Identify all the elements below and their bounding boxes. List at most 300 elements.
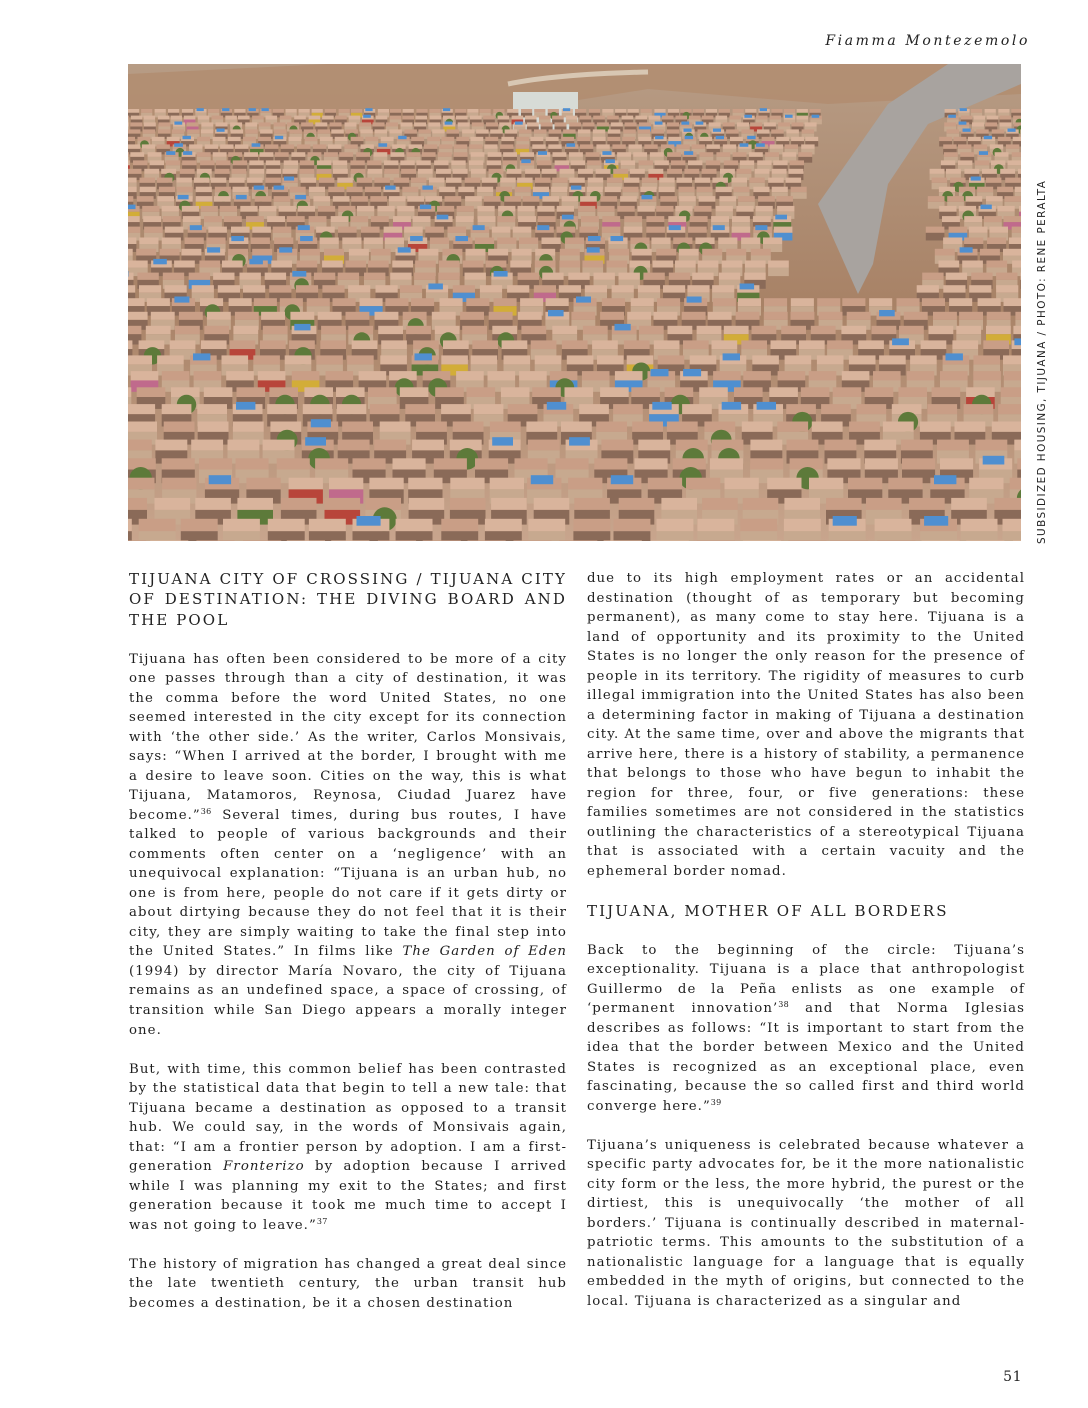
photo-house-roof <box>494 298 517 306</box>
photo-house-roof <box>412 440 444 451</box>
photo-house-roof <box>695 178 711 183</box>
photo-blue-tarp <box>547 402 566 410</box>
photo-house-roof <box>316 355 343 364</box>
photo-house-roof <box>677 178 693 183</box>
photo-house-roof <box>651 238 670 245</box>
photo-house-roof <box>738 196 755 202</box>
photo-house-roof <box>472 122 484 126</box>
photo-house-roof <box>454 144 467 149</box>
photo-house-roof <box>290 312 314 320</box>
photo-house-roof <box>565 238 584 245</box>
photo-house-roof <box>966 540 1004 541</box>
photo-house-roof <box>128 160 130 165</box>
photo-house-roof <box>1005 178 1021 183</box>
photo-house-roof <box>351 196 368 202</box>
photo-blue-tarp <box>812 115 820 118</box>
photo-house-roof <box>939 137 952 141</box>
photo-house-wall <box>128 531 132 541</box>
photo-house-roof <box>252 249 272 256</box>
photo-house-roof <box>768 178 784 183</box>
photo-house-roof <box>949 298 972 306</box>
footnote-ref[interactable]: 36 <box>200 806 212 816</box>
photo-house-roof <box>646 216 664 222</box>
photo-house-roof <box>142 144 155 149</box>
photo-house-roof <box>414 273 435 280</box>
photo-house-roof <box>128 249 133 256</box>
photo-house-roof <box>946 169 961 174</box>
footnote-ref[interactable]: 38 <box>778 1000 790 1010</box>
photo-house-roof <box>623 187 639 192</box>
photo-house-roof <box>317 169 332 174</box>
photo-house-roof <box>196 196 213 202</box>
photo-house-roof <box>301 178 317 183</box>
photo-blue-tarp <box>262 108 269 111</box>
photo-house-roof <box>588 178 604 183</box>
photo-house-roof <box>569 122 581 126</box>
photo-house-roof <box>376 116 388 120</box>
photo-house-roof <box>668 137 681 141</box>
photo-house-roof <box>713 371 741 380</box>
photo-house-roof <box>131 116 143 120</box>
photo-house-roof <box>679 249 699 256</box>
photo-house-roof <box>580 144 593 149</box>
photo-house-roof <box>784 498 820 510</box>
photo-house-roof <box>281 498 317 510</box>
photo-house-roof <box>922 298 945 306</box>
photo-house-roof <box>578 169 593 174</box>
photo-house-roof <box>246 216 264 222</box>
photo-house-roof <box>956 326 981 334</box>
photo-house-roof <box>198 422 229 432</box>
photo-house-roof <box>959 312 983 320</box>
photo-house-roof <box>136 249 156 256</box>
photo-house-roof <box>922 273 943 280</box>
photo-house-roof <box>198 116 210 120</box>
photo-house-roof <box>365 187 381 192</box>
photo-house-roof <box>1011 109 1021 113</box>
photo-house-roof <box>349 249 369 256</box>
photo-house-roof <box>961 116 973 120</box>
photo-house-roof <box>285 355 312 364</box>
photo-house-roof <box>534 129 547 133</box>
photo-house-roof <box>184 116 196 120</box>
photo-house-roof <box>947 196 964 202</box>
photo-house-roof <box>446 178 462 183</box>
photo-house-roof <box>719 196 736 202</box>
photo-house-roof <box>535 355 562 364</box>
photo-house-roof <box>532 387 561 397</box>
photo-house-roof <box>733 187 749 192</box>
photo-blue-tarp <box>217 129 225 132</box>
photo-blue-tarp <box>295 195 306 199</box>
photo-blue-tarp <box>571 186 582 190</box>
photo-house-roof <box>724 326 749 334</box>
photo-house-roof <box>764 298 787 306</box>
photo-house-wall <box>573 531 610 541</box>
photo-house-roof <box>364 273 385 280</box>
photo-house-roof <box>298 206 315 212</box>
photo-house-roof <box>335 137 348 141</box>
photo-house-roof <box>204 216 222 222</box>
photo-house-roof <box>864 440 896 451</box>
photo-house-roof <box>771 129 784 133</box>
photo-house-roof <box>694 206 711 212</box>
photo-blue-tarp <box>681 122 689 125</box>
photo-house-roof <box>657 519 694 532</box>
photo-house-roof <box>373 152 387 157</box>
photo-house-roof <box>213 137 226 141</box>
photo-house-roof <box>441 355 468 364</box>
photo-blue-tarp <box>563 108 570 111</box>
photo-house-roof <box>315 122 327 126</box>
photo-house-roof <box>408 478 442 490</box>
photo-house-roof <box>348 285 370 293</box>
photo-house-roof <box>692 144 705 149</box>
photo-house-wall <box>791 192 807 199</box>
page-number: 51 <box>1003 1369 1022 1385</box>
footnote-ref[interactable]: 39 <box>710 1097 722 1107</box>
photo-blue-tarp <box>209 475 231 484</box>
photo-house-roof <box>350 216 368 222</box>
photo-house-roof <box>228 137 241 141</box>
photo-house-roof <box>712 285 734 293</box>
photo-house-roof <box>941 160 955 165</box>
photo-house-roof <box>660 196 677 202</box>
photo-house-roof <box>465 178 481 183</box>
photo-blue-tarp <box>197 108 204 111</box>
photo-house-roof <box>367 160 381 165</box>
photo-house-roof <box>741 129 754 133</box>
photo-house-roof <box>772 169 787 174</box>
photo-house-roof <box>269 285 291 293</box>
photo-house-roof <box>141 109 152 113</box>
photo-house-roof <box>786 129 799 133</box>
photo-house-roof <box>762 137 775 141</box>
photo-house-roof <box>675 261 696 268</box>
photo-house-roof <box>345 122 357 126</box>
photo-blue-tarp <box>687 297 702 303</box>
photo-house-roof <box>765 152 779 157</box>
photo-house-roof <box>357 178 373 183</box>
photo-house-roof <box>679 187 695 192</box>
photo-house-roof <box>211 178 227 183</box>
photo-house-roof <box>485 137 498 141</box>
photo-house-roof <box>792 122 804 126</box>
photo-house-roof <box>516 137 529 141</box>
photo-house-roof <box>734 387 763 397</box>
photo-house-roof <box>229 298 252 306</box>
photo-house-roof <box>456 371 484 380</box>
photo-house-roof <box>910 355 937 364</box>
photo-house-roof <box>208 109 219 113</box>
photo-house-roof <box>631 298 654 306</box>
photo-house-roof <box>668 326 693 334</box>
photo-house-roof <box>621 160 635 165</box>
photo-house-roof <box>612 144 625 149</box>
photo-house-roof <box>827 458 860 469</box>
photo-house-roof <box>218 285 240 293</box>
photo-house-roof <box>500 178 516 183</box>
photo-house-roof <box>1006 144 1019 149</box>
photo-house-roof <box>450 478 484 490</box>
photo-house-roof <box>214 196 231 202</box>
photo-house-roof <box>232 169 247 174</box>
photo-house-roof <box>562 340 588 349</box>
photo-house-roof <box>756 206 773 212</box>
photo-house-roof <box>453 422 484 432</box>
photo-house-roof <box>133 160 147 165</box>
photo-house-roof <box>1015 312 1021 320</box>
photo-house-roof <box>454 152 468 157</box>
photo-house-roof <box>196 540 234 541</box>
photo-house-roof <box>360 129 373 133</box>
photo-house-roof <box>162 404 192 414</box>
photo-house-roof <box>164 422 195 432</box>
photo-house-roof <box>303 404 333 414</box>
photo-house-roof <box>697 540 735 541</box>
photo-blue-tarp <box>311 419 331 427</box>
photo-house-roof <box>642 178 658 183</box>
photo-house-roof <box>458 122 470 126</box>
photo-house-roof <box>519 129 532 133</box>
photo-house-roof <box>732 227 751 233</box>
photo-house-roof <box>955 422 986 432</box>
photo-house-roof <box>692 273 713 280</box>
photo-house-roof <box>472 340 498 349</box>
photo-house-roof <box>952 340 978 349</box>
photo-house-roof <box>371 249 391 256</box>
photo-house-roof <box>333 160 347 165</box>
photo-house-roof <box>842 371 870 380</box>
photo-house-roof <box>655 160 669 165</box>
photo-blue-tarp <box>569 437 590 445</box>
photo-house-roof <box>375 312 399 320</box>
photo-house-roof <box>243 540 281 541</box>
photo-house-roof <box>623 129 636 133</box>
photo-house-roof <box>182 206 199 212</box>
photo-house-roof <box>771 340 797 349</box>
photo-house-roof <box>579 404 609 414</box>
photo-house-roof <box>625 122 637 126</box>
photo-house-roof <box>757 160 771 165</box>
photo-blue-tarp <box>494 271 508 277</box>
photo-blue-tarp <box>652 402 671 410</box>
photo-house-roof <box>879 355 906 364</box>
photo-house-roof <box>743 371 771 380</box>
photo-house-roof <box>977 187 993 192</box>
photo-house-roof <box>983 340 1009 349</box>
photo-house-roof <box>230 340 256 349</box>
photo-house-roof <box>551 187 567 192</box>
photo-house-roof <box>784 519 821 532</box>
photo-house-roof <box>525 169 540 174</box>
photo-house-roof <box>197 404 227 414</box>
photo-house-roof <box>532 144 545 149</box>
photo-house-roof <box>973 371 1001 380</box>
photo-house-roof <box>321 326 346 334</box>
photo-house-roof <box>435 387 464 397</box>
photo-house-roof <box>128 216 140 222</box>
paragraph: due to its high employment rates or an accidental destination (thought of as temporary but becoming permanent), as many come to stay here. Tijuana is a land of opportunity and its proximity to the United States is no longer the only reason for the presence of people in its territory. The rigidity of measures to curb illegal immigration into the United States has also been a determining factor in making of Tijuana a destination city. At the same time, over and above the migrants that arrive here, there is a history of stability, a permanence that belongs to those who have begun to inhabit the region for three, four, or five generations: these families sometimes are not considered in the statistics outlining the characteristics of a stereotypical Tijuana that is associated with a certain vacuity and the ephemeral border nomad. <box>587 571 1026 879</box>
photo-house-roof <box>216 122 228 126</box>
photo-house-roof <box>195 498 231 510</box>
photo-house-roof <box>137 273 158 280</box>
photo-house-roof <box>326 371 354 380</box>
photo-house-roof <box>502 340 528 349</box>
photo-house-roof <box>347 187 363 192</box>
photo-house-roof <box>331 540 369 541</box>
photo-house-roof <box>201 206 218 212</box>
photo-house-roof <box>796 116 808 120</box>
photo-house-roof <box>750 458 783 469</box>
photo-house-roof <box>128 137 135 141</box>
photo-house-roof <box>350 160 364 165</box>
photo-house-roof <box>614 519 651 532</box>
photo-house-roof <box>622 137 635 141</box>
photo-house-roof <box>128 498 147 510</box>
photo-house-roof <box>593 116 605 120</box>
photo-house-roof <box>565 387 594 397</box>
photo-house-roof <box>699 152 713 157</box>
photo-house-roof <box>504 355 531 364</box>
photo-house-roof <box>810 109 821 113</box>
photo-blue-tarp <box>292 271 306 277</box>
photo-house-roof <box>504 196 521 202</box>
footnote-ref[interactable]: 37 <box>316 1216 328 1226</box>
photo-house-roof <box>328 187 344 192</box>
photo-house-roof <box>253 355 280 364</box>
photo-house-roof <box>613 169 628 174</box>
photo-house-roof <box>244 152 258 157</box>
photo-house-roof <box>267 216 285 222</box>
photo-house-roof <box>930 169 945 174</box>
photo-house-roof <box>378 109 389 113</box>
photo-house-roof <box>312 109 323 113</box>
photo-house-roof <box>291 152 305 157</box>
photo-house-roof <box>462 326 487 334</box>
aerial-housing-illustration <box>128 64 1021 541</box>
photo-blue-tarp <box>422 186 433 190</box>
photo-blue-tarp <box>588 236 601 241</box>
photo-house-roof <box>237 498 273 510</box>
photo-house-wall <box>353 531 390 541</box>
film-title: The Garden of Eden <box>402 944 567 960</box>
photo-house-roof <box>247 178 263 183</box>
photo-house-roof <box>635 116 647 120</box>
photo-house-roof <box>698 261 719 268</box>
photo-house-roof <box>182 109 193 113</box>
photo-house-roof <box>416 160 430 165</box>
paragraph <box>129 650 567 1040</box>
photo-house-roof <box>325 498 361 510</box>
photo-house-roof <box>518 273 539 280</box>
photo-house-wall <box>875 531 912 541</box>
photo-house-roof <box>434 160 448 165</box>
photo-house-roof <box>453 285 475 293</box>
photo-house-roof <box>318 129 331 133</box>
photo-house-wall <box>784 531 821 541</box>
photo-house-roof <box>699 387 728 397</box>
photo-house-roof <box>778 371 806 380</box>
photo-house-roof <box>251 238 270 245</box>
photo-house-roof <box>258 137 271 141</box>
photo-house-roof <box>992 422 1021 432</box>
photo-house-roof <box>249 169 264 174</box>
photo-blue-tarp <box>1008 129 1016 132</box>
photo-house-roof <box>448 227 467 233</box>
photo-house-roof <box>928 196 945 202</box>
photo-credit-caption: SUBSIDIZED HOUSING, TIJUANA / PHOTO: RENE PERALTA <box>1036 179 1048 544</box>
photo-house-roof <box>1004 196 1021 202</box>
photo-house-roof <box>351 109 362 113</box>
photo-house-roof <box>809 371 837 380</box>
photo-blue-tarp <box>981 205 992 210</box>
photo-house-roof <box>668 109 679 113</box>
photo-house-roof <box>335 116 347 120</box>
photo-house-roof <box>586 152 600 157</box>
photo-house-roof <box>175 326 200 334</box>
photo-house-roof <box>712 340 738 349</box>
photo-house-roof <box>523 196 540 202</box>
photo-house-roof <box>401 169 416 174</box>
photo-blue-tarp <box>428 284 443 290</box>
photo-house-roof <box>571 160 585 165</box>
photo-house-roof <box>158 116 170 120</box>
photo-house-roof <box>530 137 543 141</box>
photo-house-roof <box>320 137 333 141</box>
photo-house-roof <box>378 540 416 541</box>
photo-house-roof <box>940 371 968 380</box>
paragraph <box>129 1060 567 1236</box>
photo-house-roof <box>380 422 411 432</box>
photo-house-roof <box>201 340 227 349</box>
photo-house-roof <box>975 440 1007 451</box>
photo-house-roof <box>140 178 156 183</box>
photo-house-roof <box>339 109 350 113</box>
photo-house-roof <box>400 387 429 397</box>
photo-house-roof <box>939 261 960 268</box>
photo-house-roof <box>361 227 380 233</box>
photo-house-roof <box>630 169 645 174</box>
photo-house-roof <box>964 238 983 245</box>
photo-house-roof <box>654 340 680 349</box>
photo-house-roof <box>331 129 344 133</box>
photo-house-roof <box>457 206 474 212</box>
photo-house-roof <box>266 160 280 165</box>
photo-house-roof <box>724 160 738 165</box>
photo-house-roof <box>786 178 802 183</box>
photo-house-roof <box>181 249 201 256</box>
photo-house-roof <box>305 137 318 141</box>
photo-house-roof <box>516 144 529 149</box>
photo-house-roof <box>404 227 423 233</box>
photo-house-roof <box>716 116 728 120</box>
photo-house-roof <box>318 312 342 320</box>
photo-house-roof <box>289 137 302 141</box>
photo-house-roof <box>477 206 494 212</box>
photo-house-roof <box>801 144 814 149</box>
photo-house-roof <box>402 187 418 192</box>
photo-house-roof <box>799 340 825 349</box>
photo-house-roof <box>534 498 570 510</box>
photo-house-roof <box>148 152 162 157</box>
photo-house-roof <box>490 422 521 432</box>
photo-house-roof <box>265 144 278 149</box>
photo-house-roof <box>331 216 349 222</box>
photo-house-roof <box>593 137 606 141</box>
photo-blue-tarp <box>274 186 285 190</box>
photo-house-roof <box>768 261 789 268</box>
